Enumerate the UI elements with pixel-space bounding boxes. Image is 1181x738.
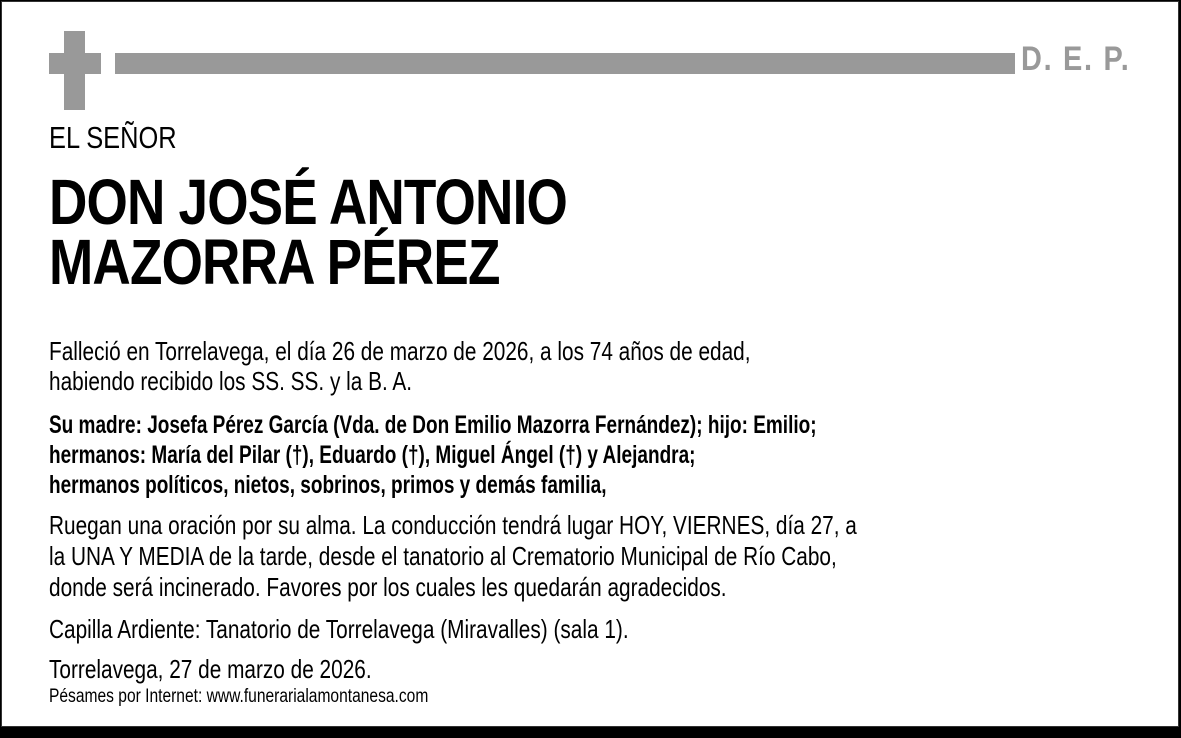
name-line: MAZORRA PÉREZ: [49, 226, 500, 298]
deceased-name: [49, 166, 567, 298]
family-paragraph: [49, 410, 817, 500]
text-line: Ruegan una oración por su alma. La conducción tendrá lugar HOY, VIERNES, día 27, a: [49, 510, 857, 540]
place-date: Torrelavega, 27 de marzo de 2026.: [49, 654, 372, 684]
cross-icon-arm: [49, 53, 101, 74]
text-line: la UNA Y MEDIA de la tarde, desde el tanatorio al Crematorio Municipal de Río Cabo,: [49, 541, 837, 571]
chapel-text: Capilla Ardiente: Tanatorio de Torrelavega (Miravalles) (sala 1).: [49, 614, 629, 644]
text-line: donde será incinerado. Favores por los cuales les quedarán agradecidos.: [49, 572, 727, 602]
condolences-link[interactable]: Pésames por Internet: www.funerarialamontanesa.com: [49, 686, 429, 707]
obituary-card: [1, 1, 1179, 727]
text-line: Su madre: Josefa Pérez García (Vda. de Don Emilio Mazorra Fernández); hijo: Emilio;: [49, 411, 817, 439]
service-paragraph: [49, 510, 857, 603]
text-line: Falleció en Torrelavega, el día 26 de marzo de 2026, a los 74 años de edad,: [49, 336, 751, 366]
text-line: hermanos: María del Pilar (†), Eduardo (†), Miguel Ángel (†) y Alejandra;: [49, 441, 696, 469]
death-paragraph: [49, 336, 751, 396]
header-rule: [115, 53, 1015, 74]
name-line: DON JOSÉ ANTONIO: [49, 166, 567, 238]
dep-label: D. E. P.: [1021, 40, 1131, 78]
text-line: habiendo recibido los SS. SS. y la B. A.: [49, 366, 413, 396]
title-label: EL SEÑOR: [49, 120, 177, 155]
text-line: hermanos políticos, nietos, sobrinos, primos y demás familia,: [49, 471, 607, 499]
